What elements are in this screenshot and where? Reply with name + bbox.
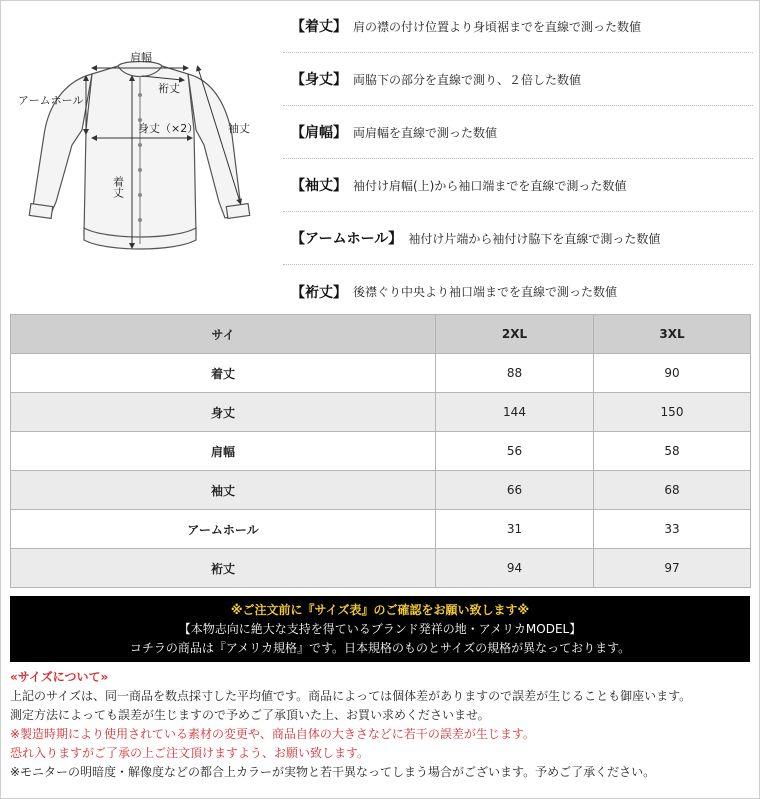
table-header-row [11, 315, 751, 354]
cell-value: 31 [436, 510, 594, 549]
size-table [10, 314, 751, 588]
definition-armhole [283, 212, 753, 265]
table-row [11, 432, 751, 471]
table-row [11, 393, 751, 432]
cell-value: 33 [594, 510, 751, 549]
definition-key: 【アームホール】 [291, 231, 403, 247]
header-size: サイ [11, 315, 436, 354]
cell-value: 97 [594, 549, 751, 588]
note-line: ※モニターの明暗度・解像度などの都合上カラーが実物と若干異なってしまう場合がございます。予めご了承ください。 [10, 765, 656, 779]
notice-line: コチラの商品は『アメリカ規格』です。日本規格のものとサイズの規格が異なっております。 [129, 641, 631, 655]
cell-value: 94 [436, 549, 594, 588]
cell-value: 68 [594, 471, 751, 510]
label-shoulder: 肩幅 [130, 51, 152, 64]
definition-text: 後襟ぐり中央より袖口端までを直線で測った数値 [353, 285, 618, 299]
definition-length [283, 0, 753, 53]
cell-value: 56 [436, 432, 594, 471]
definition-shoulder [283, 106, 753, 159]
definition-key: 【袖丈】 [291, 178, 347, 194]
row-label: 着丈 [11, 354, 436, 393]
cell-value: 88 [436, 354, 594, 393]
definition-sleeve-back [283, 265, 753, 318]
cell-value: 150 [594, 393, 751, 432]
cell-value: 144 [436, 393, 594, 432]
measurement-diagram [14, 40, 266, 272]
note-line: 上記のサイズは、同一商品を数点採寸した平均値です。商品によっては個体差がありますので誤差が生じることも御座います。 [10, 689, 692, 703]
table-row [11, 471, 751, 510]
label-chest: 身丈（×2） [138, 122, 199, 135]
definition-key: 【身丈】 [291, 72, 347, 88]
definition-text: 両肩幅を直線で測った数値 [353, 125, 498, 140]
note-line-warning: ※製造時期により使用されている素材の変更や、商品自体の大きさなどに若干の誤差が生じます。 [10, 727, 535, 741]
jacket-illustration [14, 40, 266, 272]
notice-box [10, 596, 750, 662]
row-label: 肩幅 [11, 432, 436, 471]
notice-title: ※ご注文前に『サイズ表』のご確認をお願い致します※ [230, 603, 530, 617]
definition-text: 袖付け肩幅(上)から袖口端までを直線で測った数値 [353, 178, 627, 193]
header-3xl: 3XL [594, 315, 751, 354]
size-notes [10, 668, 750, 782]
row-label: 裄丈 [11, 549, 436, 588]
label-armhole: アームホール [18, 94, 84, 107]
measurement-definitions [283, 0, 753, 318]
notes-title: «サイズについて» [10, 670, 109, 684]
row-label: 袖丈 [11, 471, 436, 510]
header-2xl: 2XL [436, 315, 594, 354]
cell-value: 66 [436, 471, 594, 510]
notice-line: 【本物志向に絶大な支持を得ているブランド発祥の地・アメリカMODEL】 [178, 622, 582, 636]
row-label: 身丈 [11, 393, 436, 432]
definition-key: 【着丈】 [291, 19, 347, 35]
definition-key: 【肩幅】 [291, 125, 347, 141]
label-length: 着丈 [111, 176, 125, 198]
definition-text: 両脇下の部分を直線で測り、２倍した数値 [353, 72, 582, 87]
label-sleeve-back: 裄丈 [158, 82, 180, 95]
cell-value: 90 [594, 354, 751, 393]
table-row [11, 549, 751, 588]
row-label: アームホール [11, 510, 436, 549]
table-row [11, 510, 751, 549]
label-sleeve: 袖丈 [228, 122, 250, 135]
note-line: 測定方法によっても誤差が生じますので予めご了承頂いた上、お買い求めくださいませ。 [10, 708, 490, 722]
note-line-warning: 恐れ入りますがご了承の上ご注文頂けますよう、お願い致します。 [10, 746, 370, 760]
definition-text: 肩の襟の付け位置より身頃裾までを直線で測った数値 [353, 19, 642, 34]
table-row [11, 354, 751, 393]
definition-body [283, 53, 753, 106]
cell-value: 58 [594, 432, 751, 471]
definition-key: 【裄丈】 [291, 284, 347, 301]
definition-text: 袖付け片端から袖付け脇下を直線で測った数値 [408, 231, 661, 246]
definition-sleeve [283, 159, 753, 212]
